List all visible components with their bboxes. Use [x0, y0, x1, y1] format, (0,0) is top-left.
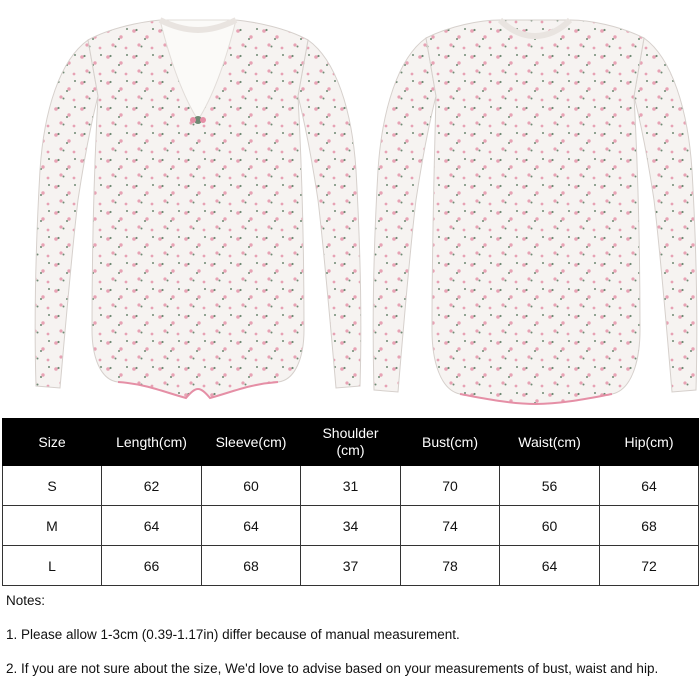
note-item: 2. If you are not sure about the size, We'd love to advise based on your measurements of bust, waist and hip. — [6, 661, 659, 676]
header-hip: Hip(cm) — [600, 419, 699, 466]
cell-bust: 70 — [401, 466, 500, 506]
cell-shoulder: 34 — [301, 506, 401, 546]
cell-length: 66 — [102, 546, 202, 586]
cell-sleeve: 64 — [202, 506, 301, 546]
table-row — [3, 466, 699, 506]
cell-waist: 60 — [500, 506, 600, 546]
cell-sleeve: 68 — [202, 546, 301, 586]
header-length: Length(cm) — [102, 419, 202, 466]
cell-hip: 64 — [600, 466, 699, 506]
cell-shoulder: 37 — [301, 546, 401, 586]
cell-sleeve: 60 — [202, 466, 301, 506]
cell-size: S — [3, 466, 102, 506]
header-size: Size — [3, 419, 102, 466]
cell-waist: 64 — [500, 546, 600, 586]
header-bust: Bust(cm) — [401, 419, 500, 466]
header-sleeve: Sleeve(cm) — [202, 419, 301, 466]
cell-waist: 56 — [500, 466, 600, 506]
cell-length: 64 — [102, 506, 202, 546]
note-item: 1. Please allow 1-3cm (0.39-1.17in) differ because of manual measurement. — [6, 627, 460, 642]
cell-length: 62 — [102, 466, 202, 506]
cell-shoulder: 31 — [301, 466, 401, 506]
size-chart-table — [2, 418, 699, 586]
cell-hip: 72 — [600, 546, 699, 586]
size-chart-header-row — [3, 419, 699, 466]
notes-title: Notes: — [6, 593, 46, 608]
back-view-garment — [373, 20, 697, 404]
table-row — [3, 506, 699, 546]
front-view-garment — [35, 20, 361, 398]
header-shoulder: Shoulder (cm) — [301, 419, 401, 466]
cell-bust: 78 — [401, 546, 500, 586]
cell-size: M — [3, 506, 102, 546]
cell-size: L — [3, 546, 102, 586]
cell-hip: 68 — [600, 506, 699, 546]
cell-bust: 74 — [401, 506, 500, 546]
header-waist: Waist(cm) — [500, 419, 600, 466]
table-row — [3, 546, 699, 586]
